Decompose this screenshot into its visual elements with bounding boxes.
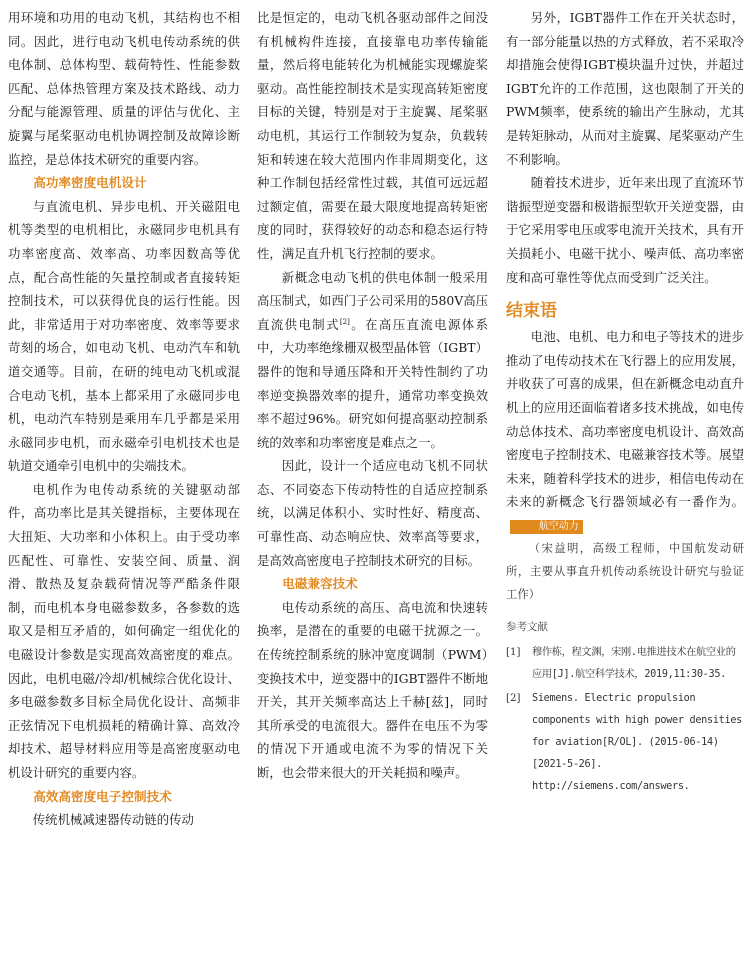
paragraph: 与直流电机、异步电机、开关磁阻电机等类型的电机相比，永磁同步电机具有功率密度高、效率高、功率因数高等优点，配合高性能的矢量控制或者直接转矩控制技术，可以获得优良的运行性能。因此，非常适用于对功率密度、效率等要求苛刻的场合，如电动飞机、电动汽车和轨道交通等。目前，在研的纯电动飞机或混合电动飞机，基本上都采用了永磁同步电机，电动汽车特别是乘用车几乎都是采用永磁同步电机，而永磁牵引电机技术也是轨道交通牵引电机中的尖端技术。 xyxy=(8,198,240,474)
paragraph: 用环境和功用的电动飞机，其结构也不相同。因此，进行电动飞机电传动系统的供电体制、总体构型、载荷特性、性能参数匹配、总体热管理方案及技术路线、动力分配与能源管理、质量的评估与优化、主旋翼与尾桨驱动电机协调控制及故障诊断监控，是总体技术研究的重要内容。 xyxy=(8,10,240,167)
reference-number: [2] xyxy=(506,693,521,705)
column-left xyxy=(8,6,240,954)
reference-item xyxy=(506,688,744,798)
paragraph: 电传动系统的高压、高电流和快速转换率，是潜在的重要的电磁干扰源之一。在传统控制系统的脉冲宽度调制（PWM）变换技术中，逆变器中的IGBT器件不断地开关，其开关频率高达上千赫[兹]，同时其所承受的电流很大。器件在电压不为零的情况下开通或电流不为零的情况下关断，也会带来很大的开关耗损和噪声。 xyxy=(257,599,488,780)
reference-number: [1] xyxy=(506,647,521,659)
author-note: （宋益明，高级工程师，中国航发动研所，主要从事直升机传动系统设计研究与验证工作） xyxy=(506,541,744,602)
paragraph xyxy=(257,266,488,455)
reference-item xyxy=(506,642,744,686)
paragraph: 传统机械减速器传动链的传动 xyxy=(32,812,194,828)
paragraph-text: 。在高压直流电源体系中，大功率绝缘栅双极型晶体管（IGBT）器件的饱和导通压降和开关特性制约了功率逆变换器效率的提升，通常功率变换效率不超过96%。研究如何提高驱动控制系统的效率和功率密度是难点之一。 xyxy=(257,316,488,450)
references-title: 参考文献 xyxy=(506,621,548,634)
subsection-heading-emc: 电磁兼容技术 xyxy=(282,576,358,592)
paragraph: 因此，设计一个适应电动飞机不同状态、不同姿态下传动特性的自适应控制系统，以满足体积小、实时性好、精度高、可靠性高、动态响应快、效率高等要求，是高效高密度电子控制技术研究的目标。 xyxy=(257,458,488,568)
paragraph-text: 电池、电机、电力和电子等技术的进步推动了电传动技术在飞行器上的应用发展，并收获了可喜的成果，但在新概念电动直升机上的应用还面临着诸多技术挑战，如电传动总体技术、高功率密度电机设计、高效高密度电子控制技术、电磁兼容技术等。展望未来，随着科学技术的进步，相信电传动在未来的新概念飞行器领域必有一番作为。 xyxy=(506,329,744,510)
reference-text: 穆作栋，程文渊，宋刚.电推进技术在航空业的应用[J].航空科学技术，2019,11:30-35. xyxy=(532,647,736,681)
column-middle xyxy=(257,6,488,954)
paragraph xyxy=(506,325,744,537)
reference-text: Siemens. Electric propulsion components with high power densities for aviation[R/OL]. (2015-06-14)[2021-5-26]. http://siemens.com/answers. xyxy=(532,693,743,793)
column-right xyxy=(506,6,744,954)
paragraph: 另外，IGBT器件工作在开关状态时，有一部分能量以热的方式释放，若不采取冷却措施会使得IGBT模块温升过快，并超过IGBT允许的工作范围，这也限制了开关的PWM频率，使系统的输出产生脉动，尤其是转矩脉动，从而对主旋翼、尾桨驱动产生不利影响。 xyxy=(506,10,744,167)
subsection-heading-motor-design: 高功率密度电机设计 xyxy=(33,175,147,191)
magazine-badge: 航空动力 xyxy=(510,520,583,534)
citation-ref[interactable]: [2] xyxy=(339,317,350,326)
paragraph: 电机作为电传动系统的关键驱动部件，高功率比是其关键指标，主要体现在大扭矩、大功率和小体积上。由于受功率匹配性、可靠性、安装空间、质量、润滑、散热及复杂载荷情况等严酷条件限制，而电机本身电磁参数多，各参数的选取又是相互矛盾的，如何确定一组优化的电磁设计参数是实现高效高密度的难点。因此，电机电磁/冷却/机械综合优化设计、多电磁参数多目标全局优化设计、高频非正弦情况下电机损耗的精确计算、高效冷却技术、超导材料应用等是高密度驱动电机设计研究的重要内容。 xyxy=(8,481,240,780)
subsection-heading-electronic-control: 高效高密度电子控制技术 xyxy=(33,788,172,804)
paragraph: 比是恒定的，电动飞机各驱动部件之间没有机械构件连接，直接靠电功率传输能量，然后将电能转化为机械能实现螺旋桨驱动。高性能控制技术是实现高转矩密度目标的关键，特别是对于主旋翼、尾桨驱动电机，其运行工作制较为复杂，负载转矩和转速在较大范围内作非周期变化，这种工作制包括经常性过载，其值可远远超过额定值，需要在最大限度地提高转矩密度的同时，获得较好的动态和稳态运行特性，满足直升机飞行控制的要求。 xyxy=(257,10,488,261)
paragraph-text: 新概念电动飞机的供电体制一般采用高压制式，如西门子公司采用的580V高压直流供电制式 xyxy=(257,269,488,332)
section-title-conclusion: 结束语 xyxy=(506,301,557,322)
paragraph: 随着技术进步，近年来出现了直流环节谐振型逆变器和极谐振型软开关逆变器，由于它采用零电压或零电流开关技术，具有开关损耗小、电磁干扰小、噪声低、高功率密度和高可靠性等优点而受到广泛关注。 xyxy=(506,175,744,285)
